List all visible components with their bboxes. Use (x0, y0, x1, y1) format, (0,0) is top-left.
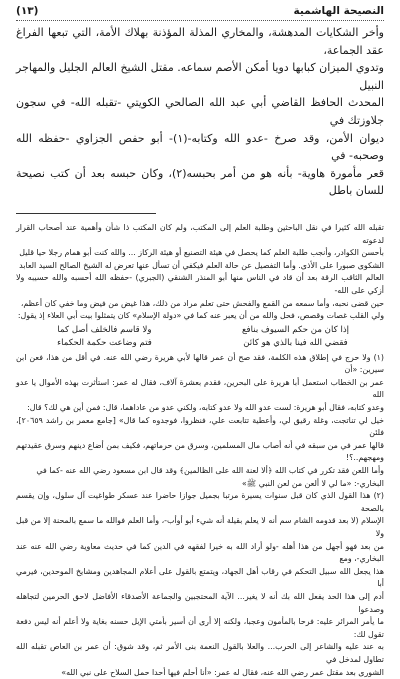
footnote-line: عمر بن الخطاب استعمل أبا هريرة على البحرين، فقدم بعشرة آلاف، فقال له عمر: استأثرت بهذه الأموال يا عدو الله (16, 377, 384, 400)
footnote-line: الشكوى صبورا على الأذى. وأما التفصيل عن حالة العلم فيكفي أن تسأل عنها تعرض له الشيخ الصالح السيد العابد (19, 260, 384, 270)
verse-hemistich: إذا كان من حكم السيوف بنافع (241, 324, 350, 335)
main-line: قعر مأمورة هاوية- بأنه هو من أمر بحبسه(٢)، وكان حبسه بعد أن كتب نصيحة للسان باطل (16, 166, 384, 198)
running-header (16, 5, 384, 21)
main-text (16, 24, 384, 200)
footnote-line: الإسلام (لا بعد قدومه الشام سم أنه لا يعلم بقيلة أنه شيء أبو أوأب-، وأما العلم فوالله ما سمع بالمحنة إلا من قبل ولا (16, 516, 384, 538)
page-number: (١٣) (16, 5, 39, 17)
footnote-line: أدم إلى هذا الحد يفعل الله بك أنه لا يغير... الآية المحتجبين والجماعة الأصدقاء الأفاضل لاحق الحرمين لتجاهله وصدعوا (16, 591, 384, 614)
footnote-line: ولي القلب غصات وقصص، فحل والله من أن يعبر عنه كما في «دولة الإسلام» كان يتمثلوا بيت أبي العلاء إذ يقول: (17, 311, 384, 321)
footnote-line: البخاري-: «ما لي لا ألعن من لعن النبي ﷺ» (241, 478, 384, 488)
main-line: وأخر الشكايات المدهشة، والمخاري المذلة المؤذنة بهلاك الأمة، التي تبعها الفراغ عقد الجماعة، (16, 26, 384, 57)
footnote-line: (١) ولا حرج في إطلاق هذه الكلمة، فقد صح أن عمر قالها لأبي هريرة رضي الله عنه. في أقل من هذا، فعن ابن سيرين: «أن (16, 352, 384, 375)
verse-hemistich: فقضي الله فينا بالذي هو كائن (243, 337, 348, 348)
footnotes (16, 222, 384, 679)
running-title: النصيحة الهاشمية (293, 5, 384, 17)
footnote-line: هذا يجعل الله سبيل التحكم في رقاب أهل الجهاد، ويتمتع بالقول على أعلام المجاهدين ومشايخ الموحدين، فيرمي أبا (16, 566, 384, 589)
footnote-line: به عند عليه والشاعر إلى الحرب... والعلا بالقول النعمة بنى الأمر ثم، وقد شوق: أن عمر بن العاص تقبله الله تطاول لمدخل في (16, 642, 384, 664)
footnote-line: العالم الثاقب الرقة بعد أن قاد في الناس منها أبو المنذر الشنقي (الجبري) -حفظه الله أحسبه والله حسيبه ولا أزكي على الله- (16, 273, 384, 295)
footnote-line: حين قضى نحبه، وأما سمعه من القمع والفحش حتى تعلم مراد من ذلك، هذا غيض من فيض وما خفي كان أعظم، (20, 298, 384, 308)
footnote-line: وعدو كتابه، فقال أبو هريرة: لست عدو الله ولا عدو كتابه، ولكني عدو من عاداهما، قال: فمن أين هي لك؟ قال: (27, 403, 384, 413)
footnote-line: وأما اللعن فقد تكرر في كتاب الله ﴿ألا لعنة الله على الظالمين﴾ وقد قال ابن مسعود رضي الله عنه -كما في (36, 466, 384, 476)
main-line: المحدث الحافظ القاضي أبي عبد الله الصالحي الكويتي -تقبله الله- في سجون جلاوزتك في (16, 96, 384, 127)
verse-hemistich: فتم وضاعت حكمة الحكماء (57, 337, 152, 348)
footnote-line: من بعد فهو أجهل من هذا أهله -ولو أراد الله به خيرا لفقهه في الدين كما في حديث معاوية رضي الله عنه عند البخاري-، ومع (16, 541, 384, 564)
footnote-line: قالها عمر في من سبقه في أنه أصاب مال المسلمين، وسرق من حرماتهم، فكيف بمن أضاع دينهم وسرق عقيدتهم ومهجهم..؟! (16, 440, 384, 463)
footnote-line: خيل لي تناتجت، وغلة رقيق لي، وأعطية تتابعت علي، فنظروا، فوجدوه كما قال» [جامع معمر بن راشد ٢٠٦٥٩]، فلئن (16, 415, 384, 438)
verse-hemistich: ولا قاسم فالخلف أصل كما (57, 324, 152, 335)
main-line: وتدوي الميزان كبابها دويا أمكن الأصم سماعه. مقتل الشيخ العالم الجليل والمهاجر النبيل (16, 61, 384, 92)
footnote-separator (16, 213, 156, 214)
footnote-line: (٢) هذا القول الذي كان قبل سنوات يسيرة مرتبا بجميل جوازا حاضرا عند عسكر طواغيت آل سلول، وإن يقسم بالصحة (16, 491, 384, 513)
main-line: ديوان الأمن، وقد صرخ -عدو الله وكتابه-(١)- أبو حفص الجزاوي -حفظه الله وصحبه- في (16, 131, 384, 163)
footnote-line: الشورى بعد مقتل عمر رضي الله عنه، فقال له عمر: «أنا أحلم فيها أحدا حمل السلاح على نبي الله» (61, 667, 384, 677)
footnote-line: ما يأمر المرائر عليه: فرحا بالمأمون وعجبا، ولكنه إلا أرى أن أسير بأمتي الإبل حسنه بغاية ولا أعلم أنه ليس دفعة تقول لك: (16, 617, 384, 639)
poem-verses (16, 324, 384, 350)
footnote-line: بأحسن الكوادر، وأنجب طلبة العلم كما يحصل في هيئة التصنيع أو هيئة الركاز ... والله كنت أبو همام رجلا حيا قليل (19, 248, 384, 258)
footnote-line: تقبله الله كثيرا في نقل الباحثين وطلبة العلم إلى المكتب، ولم كان المكتب ذا شأن وأهمية عند أصحاب القرار لدعوته (16, 222, 384, 245)
